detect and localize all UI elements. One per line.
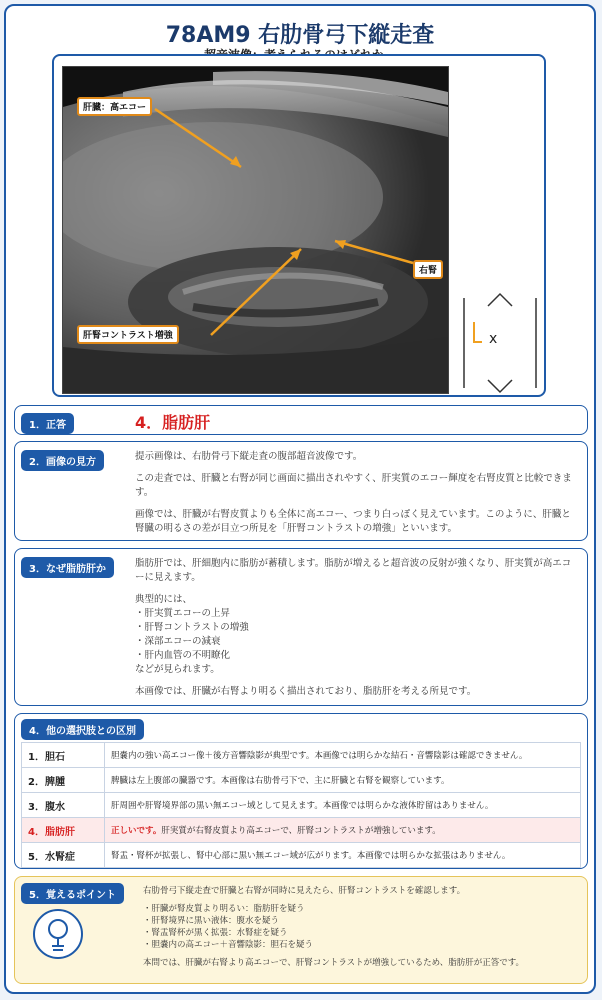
why-intro: 典型的には、: [135, 594, 193, 605]
choice-name: 5．水腎症: [22, 843, 105, 868]
how-to-read-section: [14, 441, 588, 541]
contrast-label: 肝腎コントラスト増強: [77, 325, 179, 344]
list-item: ・肝腎境界に黒い液体：腹水を疑う: [143, 916, 280, 926]
ultrasound-image: [62, 66, 449, 394]
page-title: 78AM9 右肋骨弓下縦走査: [165, 23, 435, 48]
liver-label: 肝臓：高エコー: [77, 97, 152, 116]
why-item: ・深部エコーの減衰: [135, 636, 221, 647]
list-item: ・腎盂腎杯が黒く拡張：水腎症を疑う: [143, 928, 288, 938]
how-to-read-body: [135, 450, 579, 544]
choice-name: 4．脂肪肝: [22, 818, 105, 843]
why-item: ・肝腎コントラストの増強: [135, 622, 249, 633]
points-body: [143, 885, 583, 969]
how-to-read-p3: 画像では、肝臓が右腎皮質よりも全体に高エコー、つまり白っぽく見えています。このように、肝臓と腎臓の明るさの差が目立つ所見を「肝腎コントラストの増強」といいます。: [135, 509, 571, 534]
table-row: [22, 793, 581, 818]
kidney-label: 右腎: [413, 260, 443, 279]
choice-desc: 正しいです。肝実質が右腎皮質より高エコーで、肝腎コントラストが増強しています。: [105, 818, 581, 843]
lightbulb-icon: [33, 909, 83, 959]
why-item: ・肝内血管の不明瞭化: [135, 650, 231, 661]
why-p1: 脂肪肝では、肝細胞内に脂肪が蓄積します。脂肪が増えると超音波の反射が強くなり、肝実質が高エコーに見えます。: [135, 558, 572, 583]
table-row: [22, 743, 581, 768]
probe-mark: x: [489, 331, 498, 347]
points-badge: 5．覚えるポイント: [21, 883, 124, 904]
points-list: [143, 903, 583, 951]
choice-desc: 脾臓は左上腹部の臓器です。本画像は右肋骨弓下で、主に肝臓と右腎を観察しています。: [105, 768, 581, 793]
points-lead: 右肋骨弓下縦走査で肝臓と右腎が同時に見えたら、肝腎コントラストを確認します。: [143, 886, 466, 896]
answer-text: 4．脂肪肝: [135, 413, 211, 432]
probe-orientation-icon: [458, 292, 542, 394]
probe-orientation-diagram: [458, 292, 542, 394]
choice-name: 2．脾腫: [22, 768, 105, 793]
how-to-read-badge: 2．画像の見方: [21, 450, 104, 471]
list-item: ・胆嚢内の高エコー＋音響陰影：胆石を疑う: [143, 940, 314, 950]
why-outro: などが見られます。: [135, 664, 220, 675]
why-item: ・肝実質エコーの上昇: [135, 608, 231, 619]
choices-table: [21, 742, 581, 868]
answer-section: [14, 405, 588, 435]
ultrasound-panel: [52, 54, 546, 397]
points-conclusion: 本問では、肝臓が右腎より高エコーで、肝腎コントラストが増強しているため、脂肪肝が正答です。: [143, 958, 525, 968]
how-to-read-p1: 提示画像は、右肋骨弓下縦走査の腹部超音波像です。: [135, 451, 363, 462]
how-to-read-p2: この走査では、肝臓と右腎が同じ画面に描出されやすく、肝実質のエコー輝度を右腎皮質と比較できます。: [135, 473, 572, 498]
answer-badge: 1．正答: [21, 413, 74, 434]
list-item: ・肝臓が腎皮質より明るい：脂肪肝を疑う: [143, 904, 305, 914]
choice-desc: 肝周囲や肝腎境界部の黒い無エコー域として見えます。本画像では明らかな液体貯留はありません。: [105, 793, 581, 818]
table-row: [22, 768, 581, 793]
points-section: [14, 876, 588, 984]
why-body: [135, 557, 579, 707]
why-section: [14, 548, 588, 706]
table-row: [22, 843, 581, 868]
choice-desc: 腎盂・腎杯が拡張し、腎中心部に黒い無エコー域が広がります。本画像では明らかな拡張はありません。: [105, 843, 581, 868]
choice-name: 3．腹水: [22, 793, 105, 818]
correct-tag: 正しいです。: [111, 826, 162, 836]
choice-desc: 胆嚢内の強い高エコー像＋後方音響陰影が典型です。本画像では明らかな結石・音響陰影は確認できません。: [105, 743, 581, 768]
choice-name: 1．胆石: [22, 743, 105, 768]
differential-badge: 4．他の選択肢との区別: [21, 719, 144, 740]
table-row-correct: [22, 818, 581, 843]
differential-section: [14, 713, 588, 869]
why-p3: 本画像では、肝臓が右腎より明るく描出されており、脂肪肝を考える所見です。: [135, 686, 477, 697]
why-badge: 3．なぜ脂肪肝か: [21, 557, 114, 578]
